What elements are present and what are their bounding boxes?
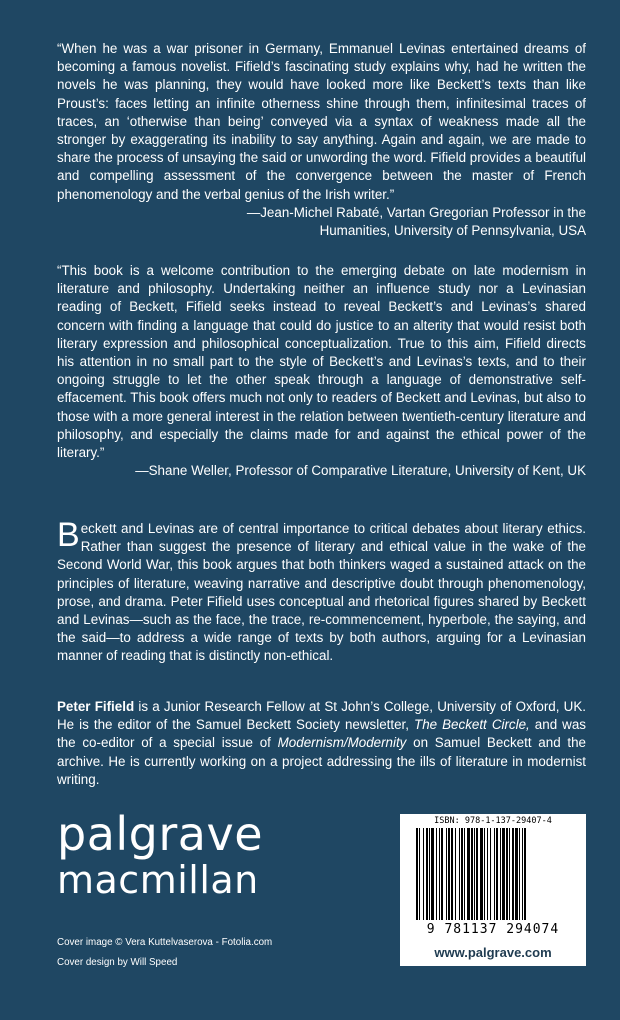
quote-weller-text: “This book is a welcome contribution to the emerging debate on late modernism in literature and philosophy. Undertaking neither an influence study nor a Levinasian reading of Beckett, Fifield seeks instead to reveal Beckett’s and Levinas’s shared concern with finding a language that could do justice to an alterity that would resist both literary expression and philosophical conceptualization. True to this aim, Fifield directs his attention in no small part to the style of Beckett’s and Levinas’s texts, and to their ongoing struggle to let the other speak through a language of demonstrative self-effacement. This book offers much not only to readers of Beckett and Levinas, but also to those with a more general interest in the relation between twentieth-century literature and philosophy, and especially the claims made for and against the ethical power of the literary.”: [57, 263, 586, 461]
author-bio: [57, 698, 586, 789]
quote-rabate-attribution-2: Humanities, University of Pennsylvania, USA: [319, 223, 586, 239]
barcode-icon: [414, 828, 572, 922]
logo-palgrave: palgrave: [57, 807, 263, 861]
drop-cap: B: [57, 516, 80, 554]
cover-image-credit: Cover image © Vera Kuttelvaserova - Fotolia.com: [57, 937, 273, 948]
quote-weller: [57, 262, 586, 480]
quote-rabate: [57, 40, 586, 240]
journal-title: Modernism/Modernity: [277, 735, 407, 751]
book-description: [57, 516, 586, 666]
publisher-url: www.palgrave.com: [400, 940, 586, 966]
bio-part-3: on Samuel Beckett and the archive. He is currently working on a project addressing the ills of literature in modernist writing.: [57, 735, 587, 787]
barcode-number: 9 781137 294074: [426, 922, 560, 937]
description-text: eckett and Levinas are of central importance to critical debates about literary ethics. Rather than suggest the presence of literary and ethical value in the wake of the Second World War, this book argues that both thinkers waged a sustained attack on the principles of literature, weaving narrative and descriptive doubt through phenomenology, prose, and drama. Peter Fifield uses conceptual and rhetorical figures shared by Beckett and Levinas—such as the face, the trace, re-commencement, hyperbole, the saying, and the said—to address a wide range of texts by both authors, arguing for a Levinasian manner of reading that is distinctly non-ethical.: [57, 521, 586, 664]
bio-part-2: and was the co-editor of a special issue of: [57, 717, 586, 751]
quote-rabate-text: “When he was a war prisoner in Germany, Emmanuel Levinas entertained dreams of becoming a famous novelist. Fifield’s fascinating study explains why, had he written the novels he was planning, they would have looked more like Beckett’s texts than like Proust’s: faces letting an infinite otherness shine through them, infinitesimal traces of traces, an ‘otherwise than being’ conveyed via a syntax of weakness made all the stronger by exaggerating its inability to say anything. Again and again, we are made to share the process of unsaying the said or unwording the word. Fifield provides a beautiful and compelling assessment of the convergence between the master of French phenomenology and the verbal genius of the Irish writer.”: [57, 41, 586, 202]
publisher-logo: [57, 808, 263, 900]
isbn-label: ISBN: 978-1-137-29407-4: [434, 816, 552, 826]
author-name: Peter Fifield: [57, 699, 135, 714]
quote-weller-attribution: —Shane Weller, Professor of Comparative Literature, University of Kent, UK: [135, 463, 586, 479]
bio-paragraph: [57, 698, 586, 789]
barcode-panel: [400, 814, 586, 940]
newsletter-title: The Beckett Circle,: [414, 717, 530, 733]
logo-macmillan: macmillan: [57, 858, 259, 902]
description-paragraph: [57, 516, 586, 666]
cover-design-credit: Cover design by Will Speed: [57, 957, 178, 968]
quote-rabate-attribution-1: —Jean-Michel Rabaté, Vartan Gregorian Professor in the: [246, 204, 586, 220]
bio-part-1: is a Junior Research Fellow at St John’s College, University of Oxford, UK. He is the editor of the Samuel Beckett Society newsletter,: [57, 699, 586, 733]
